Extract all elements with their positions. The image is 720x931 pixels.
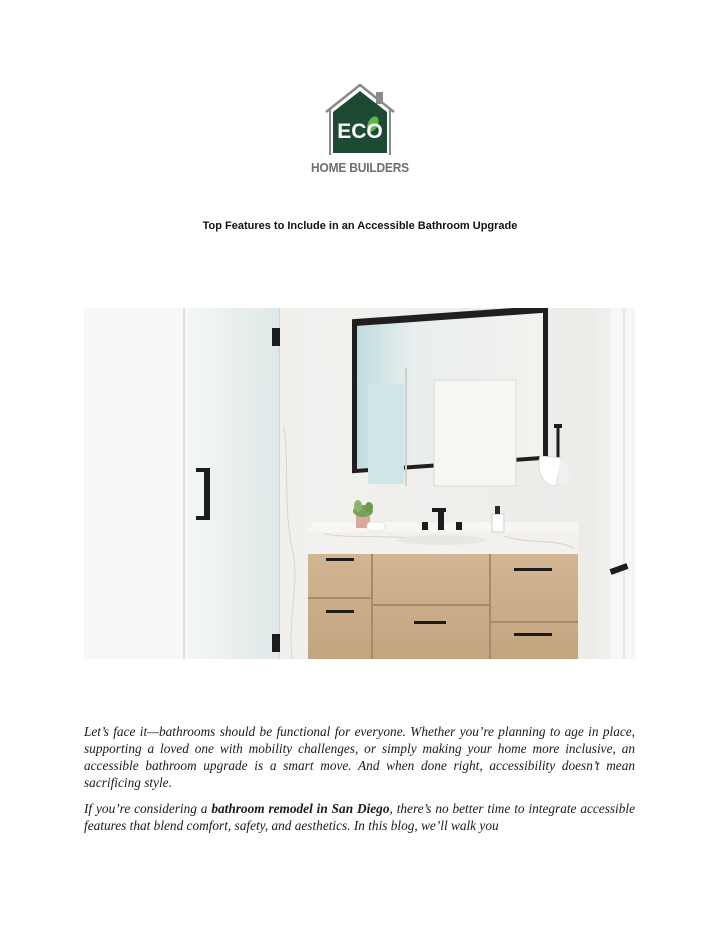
intro-paragraph: Let’s face it—bathrooms should be functional for everyone. Whether you’re planning to age in place, supporting a loved one with mobility challenges, or simply making your home more inclusive, an accessible bathroom upgrade is a smart move. And when done right, accessibility doesn’t mean sacrificing style.	[84, 724, 635, 790]
bathroom-photo	[84, 308, 635, 659]
bathroom-remodel-link[interactable]: bathroom remodel in San Diego	[211, 801, 390, 816]
logo-subtitle: HOME BUILDERS	[311, 160, 409, 175]
bathroom-illustration	[84, 308, 635, 659]
remodel-paragraph	[84, 800, 635, 834]
remodel-paragraph-tail: , there’s no better time to integrate accessible features that blend comfort, safety, and aesthetics. In this blog, we’ll walk you	[84, 801, 635, 833]
remodel-paragraph-lead: If you’re considering a	[84, 801, 212, 816]
logo-mark-text: ECO	[337, 120, 383, 143]
document-title: Top Features to Include in an Accessible Bathroom Upgrade	[202, 220, 518, 232]
